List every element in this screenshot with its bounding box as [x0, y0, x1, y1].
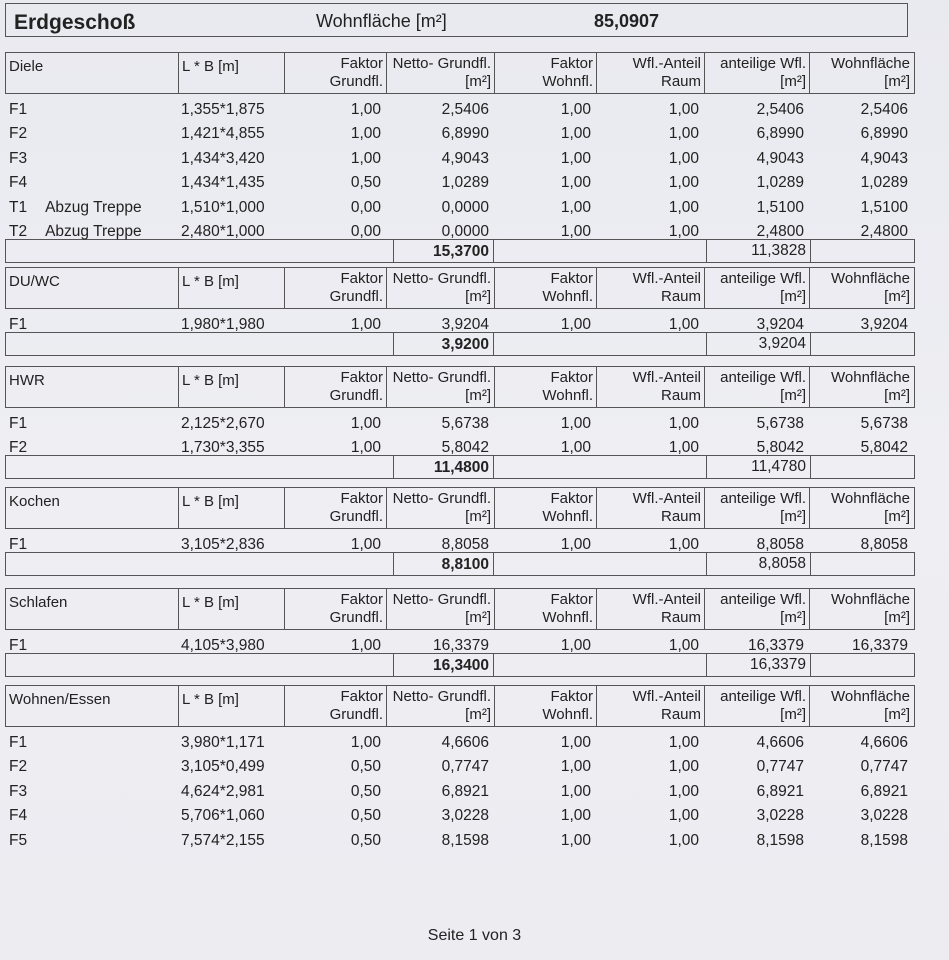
cell: 5,706*1,060: [181, 807, 265, 824]
cell: 3,9204: [860, 315, 908, 333]
row-id-cell: [5, 637, 177, 655]
cell: 1,730*3,355: [181, 439, 265, 456]
cell: 5,6738: [441, 414, 489, 432]
table-row: [5, 801, 915, 826]
cell: 8,8058: [860, 535, 908, 553]
cell: 2,125*2,670: [181, 414, 265, 432]
cell: 4,105*3,980: [181, 636, 265, 654]
cell: 5,6738: [860, 414, 908, 432]
cell: 4,9043: [756, 149, 804, 167]
table-row: [5, 217, 915, 242]
row-id: F1: [9, 535, 28, 553]
cell: 4,6606: [860, 733, 908, 751]
table-header: [5, 267, 915, 309]
cell: 8,8058: [441, 535, 489, 553]
column-header: Wfl.-Anteil Raum: [596, 589, 704, 629]
cell: 0,00: [350, 223, 381, 240]
cell: 1,0289: [441, 174, 489, 191]
cell: 1,00: [560, 782, 591, 800]
table-row: [5, 94, 915, 119]
cell: 1,980*1,980: [181, 315, 265, 333]
cell: 0,50: [350, 807, 381, 824]
row-id: T1: [9, 198, 28, 216]
column-header: Faktor Wohnfl.: [494, 686, 596, 726]
cell: 5,8042: [860, 439, 908, 456]
row-note: Abzug Treppe: [45, 223, 142, 240]
subtotal-netto: 8,8100: [393, 553, 494, 575]
room-table-hwr: [5, 366, 915, 479]
cell: 1,00: [350, 439, 381, 456]
cell: 0,00: [350, 198, 381, 216]
empty-cell: [494, 240, 706, 262]
cell: 3,0228: [860, 807, 908, 824]
row-id-cell: [5, 783, 177, 801]
floor-title: Erdgeschoß: [14, 11, 136, 34]
cell: 6,8990: [441, 125, 489, 142]
row-note: Abzug Treppe: [45, 198, 142, 216]
cell: 1,00: [560, 807, 591, 824]
row-id: F3: [9, 782, 28, 800]
cell: 16,3379: [747, 636, 804, 654]
column-header: Wohnfläche [m²]: [809, 268, 913, 308]
cell: 4,9043: [441, 149, 489, 167]
row-id-cell: [5, 101, 177, 119]
column-header: Netto- Grundfl. [m²]: [386, 488, 494, 528]
table-row: [5, 192, 915, 217]
cell: 1,510*1,000: [181, 198, 265, 216]
empty-cell: [6, 456, 393, 478]
room-table-wohnen-essen: [5, 685, 915, 850]
column-header: L * B [m]: [178, 488, 284, 528]
cell: 1,00: [668, 223, 699, 240]
subtotal-row: [5, 552, 915, 576]
cell: 3,0228: [756, 807, 804, 824]
row-id: F3: [9, 149, 28, 167]
cell: 1,00: [560, 535, 591, 553]
cell: 1,5100: [860, 198, 908, 216]
column-header: Wfl.-Anteil Raum: [596, 367, 704, 407]
living-area-value: 85,0907: [594, 11, 660, 31]
subtotal-row: [5, 455, 915, 479]
subtotal-netto: 15,3700: [393, 240, 494, 262]
empty-cell: [494, 333, 706, 355]
room-table-diele: [5, 52, 915, 263]
room-name: Kochen: [9, 493, 60, 510]
subtotal-anteilig: 11,4780: [706, 456, 811, 478]
column-header: Faktor Grundfl.: [284, 268, 386, 308]
table-row: [5, 408, 915, 433]
cell: 1,00: [560, 198, 591, 216]
cell: 1,0289: [756, 174, 804, 191]
cell: 3,9204: [756, 315, 804, 333]
room-table-du-wc: [5, 267, 915, 356]
cell: 1,00: [350, 636, 381, 654]
column-header: Wohnfläche [m²]: [809, 488, 913, 528]
row-id: F1: [9, 414, 28, 432]
cell: 1,00: [350, 414, 381, 432]
row-id: F2: [9, 439, 28, 456]
room-name: HWR: [9, 372, 45, 389]
empty-cell: [494, 456, 706, 478]
column-header: Faktor Grundfl.: [284, 367, 386, 407]
table-row: [5, 119, 915, 144]
table-header: [5, 487, 915, 529]
subtotal-anteilig: 3,9204: [706, 333, 811, 355]
cell: 3,0228: [441, 807, 489, 824]
row-id: F4: [9, 174, 28, 191]
subtotal-anteilig: 11,3828: [706, 240, 811, 262]
room-name: Schlafen: [9, 594, 68, 611]
subtotal-netto: 3,9200: [393, 333, 494, 355]
row-id-cell: [5, 316, 177, 334]
cell: 1,00: [668, 315, 699, 333]
cell: 1,421*4,855: [181, 125, 265, 142]
subtotal-netto: 11,4800: [393, 456, 494, 478]
empty-cell: [6, 240, 393, 262]
room-table-kochen: [5, 487, 915, 576]
cell: 1,00: [668, 439, 699, 456]
column-header: anteilige Wfl.[m²]: [704, 53, 809, 93]
cell: 1,00: [560, 223, 591, 240]
cell: 2,5406: [756, 100, 804, 118]
column-header: Faktor Wohnfl.: [494, 367, 596, 407]
row-id: F1: [9, 733, 28, 751]
column-header: L * B [m]: [178, 589, 284, 629]
column-header: Faktor Wohnfl.: [494, 268, 596, 308]
table-row: [5, 309, 915, 334]
room-name: Wohnen/Essen: [9, 691, 111, 708]
column-header: Faktor Wohnfl.: [494, 488, 596, 528]
cell: 6,8990: [860, 125, 908, 142]
cell: 1,00: [668, 100, 699, 118]
cell: 1,00: [560, 100, 591, 118]
cell: 16,3379: [432, 636, 489, 654]
row-id-cell: [5, 199, 177, 217]
cell: 1,00: [350, 125, 381, 142]
column-header: Wohnfläche [m²]: [809, 686, 913, 726]
column-header: Faktor Grundfl.: [284, 589, 386, 629]
empty-cell: [6, 654, 393, 676]
cell: 0,7747: [756, 758, 804, 775]
cell: 1,00: [668, 782, 699, 800]
column-header: anteilige Wfl.[m²]: [704, 686, 809, 726]
cell: 4,6606: [441, 733, 489, 751]
row-id-cell: [5, 125, 177, 143]
column-header: Faktor Wohnfl.: [494, 589, 596, 629]
cell: 8,1598: [756, 831, 804, 849]
table-row: [5, 143, 915, 168]
subtotal-netto: 16,3400: [393, 654, 494, 676]
cell: 2,5406: [860, 100, 908, 118]
cell: 1,00: [668, 149, 699, 167]
row-id: F4: [9, 807, 28, 824]
subtotal-row: [5, 332, 915, 356]
row-id: F1: [9, 315, 28, 333]
room-name: Diele: [9, 58, 44, 75]
cell: 3,105*2,836: [181, 535, 265, 553]
cell: 1,355*1,875: [181, 100, 265, 118]
row-id: F5: [9, 831, 28, 849]
column-header: L * B [m]: [178, 367, 284, 407]
table-row: [5, 727, 915, 752]
subtotal-anteilig: 16,3379: [706, 654, 811, 676]
cell: 1,00: [560, 414, 591, 432]
table-row: [5, 529, 915, 554]
table-row: [5, 433, 915, 458]
row-id-cell: [5, 150, 177, 168]
column-header: L * B [m]: [178, 268, 284, 308]
cell: 2,480*1,000: [181, 223, 265, 240]
cell: 3,9204: [441, 315, 489, 333]
cell: 3,105*0,499: [181, 758, 265, 775]
column-header: Wohnfläche [m²]: [809, 589, 913, 629]
cell: 0,50: [350, 782, 381, 800]
cell: 1,00: [350, 149, 381, 167]
column-header: Wfl.-Anteil Raum: [596, 268, 704, 308]
table-header: [5, 52, 915, 94]
room-name: DU/WC: [9, 273, 60, 290]
cell: 1,00: [350, 535, 381, 553]
cell: 1,00: [560, 149, 591, 167]
column-header: Faktor Wohnfl.: [494, 53, 596, 93]
subtotal-row: [5, 653, 915, 677]
column-header: Wfl.-Anteil Raum: [596, 53, 704, 93]
cell: 1,00: [668, 636, 699, 654]
cell: 1,00: [668, 125, 699, 142]
row-id: F1: [9, 636, 28, 654]
cell: 1,00: [668, 414, 699, 432]
row-id-cell: [5, 415, 177, 433]
cell: 6,8921: [860, 782, 908, 800]
cell: 5,6738: [756, 414, 804, 432]
cell: 8,8058: [756, 535, 804, 553]
column-header: Faktor Grundfl.: [284, 53, 386, 93]
subtotal-row: [5, 239, 915, 263]
row-id: F2: [9, 758, 28, 775]
cell: 1,00: [560, 125, 591, 142]
empty-cell: [6, 553, 393, 575]
cell: 2,4800: [756, 223, 804, 240]
column-header: anteilige Wfl.[m²]: [704, 268, 809, 308]
empty-cell: [494, 654, 706, 676]
row-id: T2: [9, 223, 28, 240]
cell: 1,00: [350, 100, 381, 118]
column-header: Faktor Grundfl.: [284, 488, 386, 528]
table-row: [5, 825, 915, 850]
cell: 1,00: [560, 174, 591, 191]
row-id: F2: [9, 125, 28, 142]
cell: 0,7747: [860, 758, 908, 775]
cell: 0,7747: [441, 758, 489, 775]
cell: 1,00: [560, 439, 591, 456]
cell: 0,50: [350, 831, 381, 849]
row-id-cell: [5, 439, 177, 457]
cell: 4,624*2,981: [181, 782, 265, 800]
column-header: L * B [m]: [178, 686, 284, 726]
row-id: F1: [9, 100, 28, 118]
column-header: Netto- Grundfl. [m²]: [386, 589, 494, 629]
cell: 1,00: [560, 733, 591, 751]
row-id-cell: [5, 223, 177, 241]
table-header: [5, 366, 915, 408]
page-number: Seite 1 von 3: [427, 927, 522, 944]
column-header: Netto- Grundfl. [m²]: [386, 686, 494, 726]
cell: 5,8042: [441, 439, 489, 456]
row-id-cell: [5, 174, 177, 192]
cell: 1,5100: [756, 198, 804, 216]
cell: 5,8042: [756, 439, 804, 456]
cell: 1,00: [668, 174, 699, 191]
table-row: [5, 630, 915, 655]
cell: 4,6606: [756, 733, 804, 751]
cell: 8,1598: [860, 831, 908, 849]
cell: 0,50: [350, 758, 381, 775]
cell: 16,3379: [851, 636, 908, 654]
cell: 1,00: [560, 758, 591, 775]
row-id-cell: [5, 832, 177, 850]
empty-cell: [494, 553, 706, 575]
column-header: Netto- Grundfl. [m²]: [386, 268, 494, 308]
row-id-cell: [5, 807, 177, 825]
cell: 3,980*1,171: [181, 733, 265, 751]
cell: 1,434*3,420: [181, 149, 265, 167]
cell: 1,00: [668, 758, 699, 775]
column-header: Wfl.-Anteil Raum: [596, 686, 704, 726]
column-header: Netto- Grundfl. [m²]: [386, 367, 494, 407]
cell: 1,00: [668, 198, 699, 216]
living-area-label: Wohnfläche [m²]: [316, 11, 447, 31]
room-table-schlafen: [5, 588, 915, 677]
cell: 1,00: [560, 315, 591, 333]
cell: 1,00: [560, 831, 591, 849]
cell: 1,00: [350, 315, 381, 333]
cell: 0,0000: [441, 198, 489, 216]
cell: 0,0000: [441, 223, 489, 240]
column-header: Wohnfläche [m²]: [809, 367, 913, 407]
cell: 1,00: [668, 831, 699, 849]
row-id-cell: [5, 734, 177, 752]
column-header: anteilige Wfl.[m²]: [704, 488, 809, 528]
cell: 6,8990: [756, 125, 804, 142]
cell: 6,8921: [756, 782, 804, 800]
cell: 0,50: [350, 174, 381, 191]
cell: 1,00: [668, 733, 699, 751]
column-header: Faktor Grundfl.: [284, 686, 386, 726]
column-header: anteilige Wfl.[m²]: [704, 589, 809, 629]
cell: 1,00: [560, 636, 591, 654]
cell: 6,8921: [441, 782, 489, 800]
column-header: Netto- Grundfl. [m²]: [386, 53, 494, 93]
cell: 2,5406: [441, 100, 489, 118]
cell: 7,574*2,155: [181, 831, 265, 849]
subtotal-anteilig: 8,8058: [706, 553, 811, 575]
row-id-cell: [5, 758, 177, 776]
table-row: [5, 168, 915, 193]
table-row: [5, 776, 915, 801]
table-row: [5, 752, 915, 777]
column-header: Wfl.-Anteil Raum: [596, 488, 704, 528]
column-header: Wohnfläche [m²]: [809, 53, 913, 93]
table-header: [5, 588, 915, 630]
cell: 8,1598: [441, 831, 489, 849]
cell: 1,0289: [860, 174, 908, 191]
cell: 4,9043: [860, 149, 908, 167]
cell: 1,00: [668, 807, 699, 824]
cell: 1,434*1,435: [181, 174, 265, 191]
column-header: anteilige Wfl.[m²]: [704, 367, 809, 407]
cell: 1,00: [350, 733, 381, 751]
column-header: L * B [m]: [178, 53, 284, 93]
floor-summary-header: [5, 3, 908, 37]
cell: 2,4800: [860, 223, 908, 240]
table-header: [5, 685, 915, 727]
cell: 1,00: [668, 535, 699, 553]
row-id-cell: [5, 536, 177, 554]
empty-cell: [6, 333, 393, 355]
